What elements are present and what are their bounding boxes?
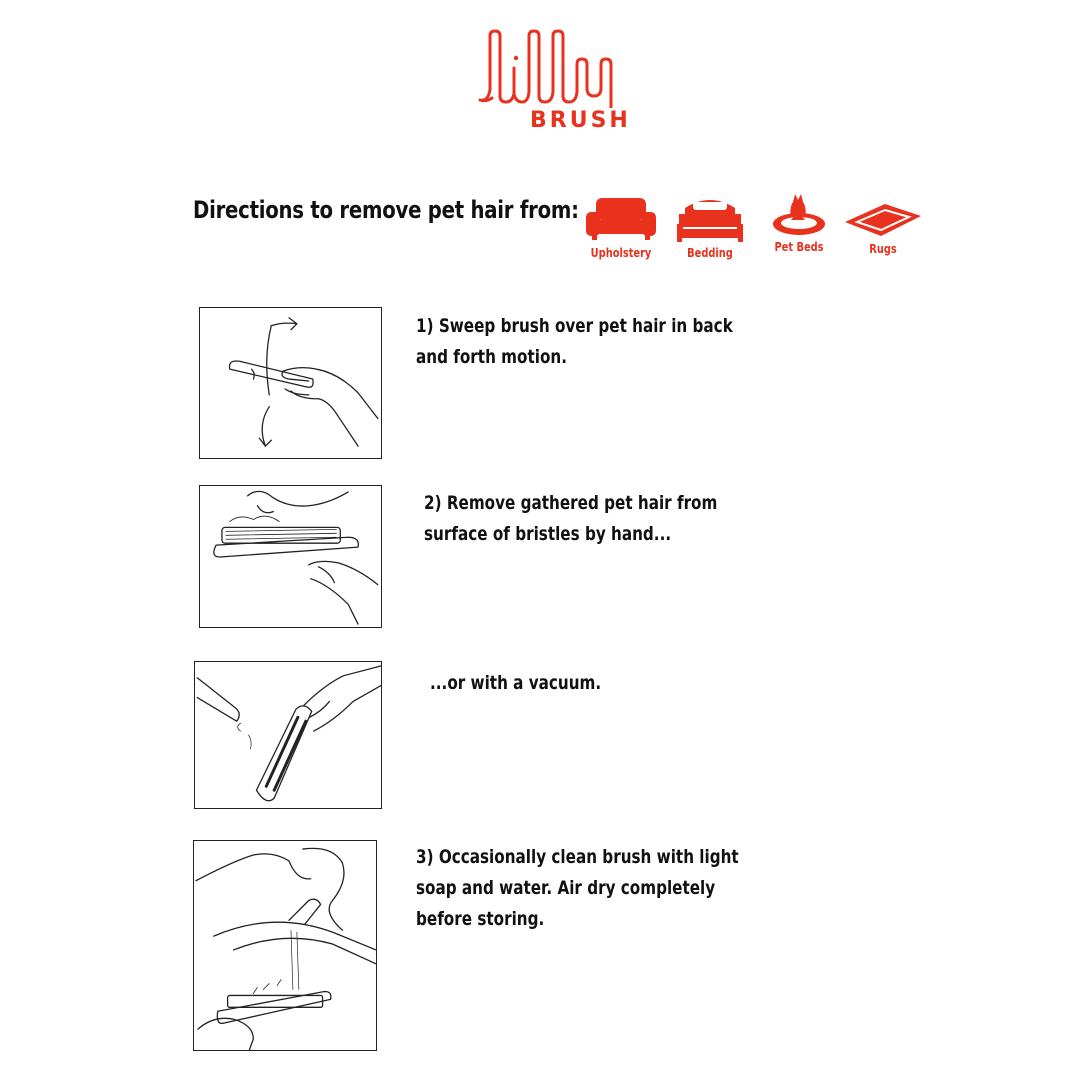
step-1-line-2: and forth motion. xyxy=(416,346,567,368)
logo-subtitle: BRUSH xyxy=(530,108,631,133)
surface-label-rugs: Rugs xyxy=(869,242,897,256)
step-1-line-1: 1) Sweep brush over pet hair in back xyxy=(416,315,733,337)
step-3-text xyxy=(416,842,739,935)
step-3-line-1: 3) Occasionally clean brush with light xyxy=(416,846,739,868)
step-2-line-2: surface of bristles by hand... xyxy=(424,523,672,545)
vacuum-illustration xyxy=(194,661,382,809)
step-1-text xyxy=(416,311,733,373)
bed-icon xyxy=(675,194,745,242)
wash-brush-illustration xyxy=(193,840,377,1051)
vacuum-step-text xyxy=(430,668,601,699)
surface-label-bedding: Bedding xyxy=(687,246,733,260)
surface-upholstery xyxy=(582,196,660,260)
rug-icon xyxy=(843,202,923,238)
sofa-icon xyxy=(584,196,658,242)
step-3-line-3: before storing. xyxy=(416,908,545,930)
remove-hair-by-hand-illustration xyxy=(199,485,382,628)
lilly-brush-logo xyxy=(478,28,648,140)
step-2-text xyxy=(424,488,717,550)
surface-rugs xyxy=(842,202,924,256)
vacuum-step-line-1: ...or with a vacuum. xyxy=(430,672,602,694)
sweep-brush-illustration xyxy=(199,307,382,459)
lilly-script-logo xyxy=(478,28,648,108)
step-3-line-2: soap and water. Air dry completely xyxy=(416,877,716,899)
surface-bedding xyxy=(672,194,748,260)
surface-pet-beds xyxy=(766,188,832,254)
surface-label-pet-beds: Pet Beds xyxy=(774,240,824,254)
directions-headline: Directions to remove pet hair from: xyxy=(193,196,579,224)
pet-bed-icon xyxy=(771,188,827,236)
step-2-line-1: 2) Remove gathered pet hair from xyxy=(424,492,718,514)
surface-label-upholstery: Upholstery xyxy=(590,246,652,260)
